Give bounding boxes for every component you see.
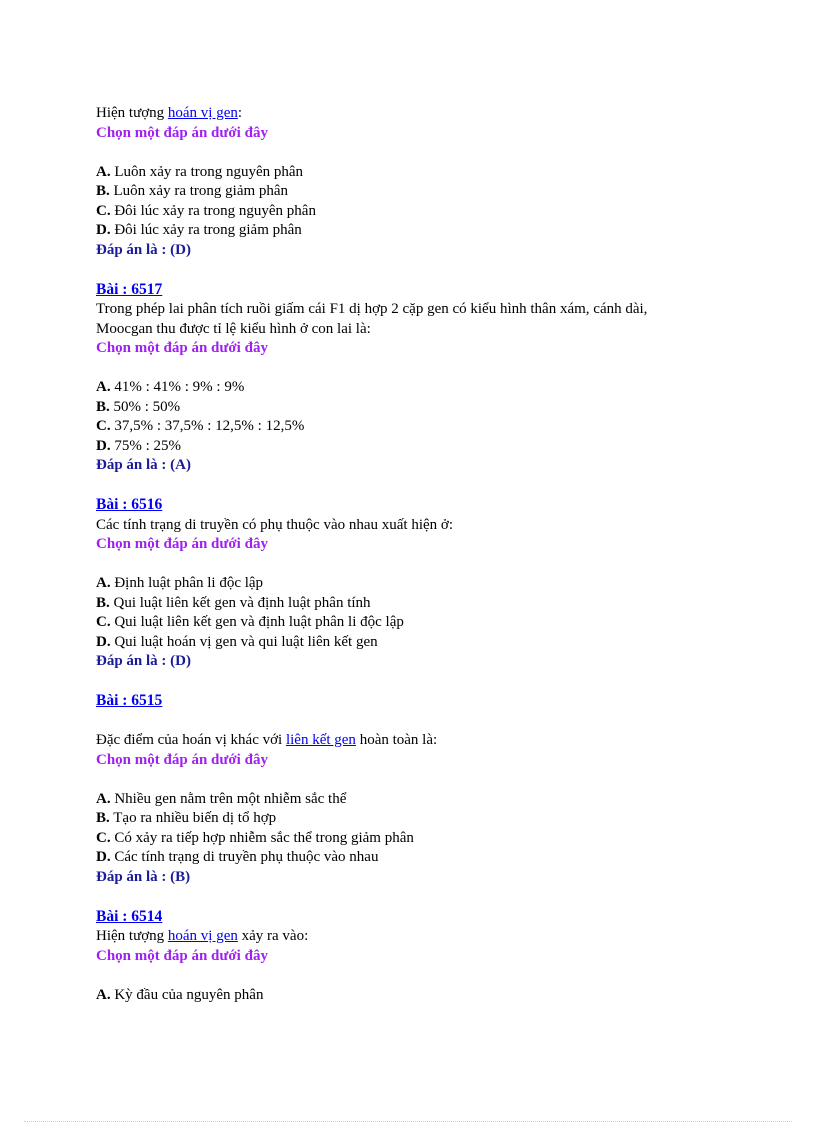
option-d [96,437,776,457]
option-text: Có xảy ra tiếp hợp nhiễm sắc thể trong giảm phân [110,829,414,846]
option-text: Qui luật liên kết gen và định luật phân tính [109,594,371,611]
question-text-part: Đặc điểm của hoán vị khác với [96,732,286,748]
option-text: Đôi lúc xảy ra trong nguyên phân [110,202,316,219]
option-d [96,633,776,653]
question-text-part: : [237,105,243,121]
question-text [96,731,776,751]
question-text-part: Hiện tượng [96,928,168,944]
option-text: 41% : 41% : 9% : 9% [110,379,245,395]
option-letter: A. [96,986,111,1003]
choose-answer-prompt: Chọn một đáp án dưới đây [96,536,268,552]
option-letter: A. [96,163,111,180]
option-letter: A. [96,790,111,807]
option-letter: A. [96,379,111,395]
question-text [96,927,776,947]
option-text: 50% : 50% [109,398,181,415]
question-text-part: Hiện tượng [96,105,168,121]
option-letter: B. [96,810,110,826]
option-text: Luôn xảy ra trong giảm phân [109,183,289,199]
answer-line: Đáp án là : (B) [96,868,191,885]
option-letter: B. [96,398,110,415]
option-b [96,398,776,418]
option-c [96,417,776,437]
choose-answer-prompt: Chọn một đáp án dưới đây [96,751,268,768]
option-text: Định luật phân li độc lập [110,575,264,591]
option-letter: D. [96,849,111,865]
option-text: Qui luật liên kết gen và định luật phân li độc lập [110,614,404,630]
option-letter: A. [96,575,111,591]
option-d [96,848,776,868]
option-letter: C. [96,418,111,434]
option-c [96,613,776,633]
option-d [96,221,776,241]
option-letter: D. [96,222,111,238]
option-text: Kỳ đầu của nguyên phân [110,986,264,1003]
option-letter: C. [96,202,111,219]
option-text: 75% : 25% [110,437,182,454]
question-text: Các tính trạng di truyền có phụ thuộc vào nhau xuất hiện ở: [96,516,454,533]
hoan-vi-gen-link[interactable]: hoán vị gen [167,105,238,121]
question-title-6516[interactable]: Bài : 6516 [96,496,163,513]
option-a [96,790,776,810]
option-c [96,829,776,849]
option-text: Tạo ra nhiều biến dị tổ hợp [109,810,277,826]
option-b [96,809,776,829]
option-text: 37,5% : 37,5% : 12,5% : 12,5% [110,418,305,434]
option-text: Nhiều gen nằm trên một nhiễm sắc thể [110,790,347,807]
option-a [96,163,776,183]
choose-answer-prompt: Chọn một đáp án dưới đây [96,947,268,964]
option-letter: B. [96,594,110,611]
question-text [96,104,776,124]
question-text: Trong phép lai phân tích ruồi giấm cái F1 dị hợp 2 cặp gen có kiểu hình thân xám, cánh dài, [96,301,648,317]
option-a [96,574,776,594]
question-title-6514[interactable]: Bài : 6514 [96,907,163,925]
answer-line: Đáp án là : (D) [96,653,192,669]
option-text: Luôn xảy ra trong nguyên phân [110,163,304,180]
option-letter: C. [96,614,111,630]
option-letter: D. [96,437,111,454]
question-text-part: hoàn toàn là: [355,732,438,748]
page-bottom-divider [24,1121,792,1122]
choose-answer-prompt: Chọn một đáp án dưới đây [96,340,268,356]
hoan-vi-gen-link[interactable]: hoán vị gen [167,928,238,944]
option-letter: D. [96,633,111,650]
choose-answer-prompt: Chọn một đáp án dưới đây [96,124,268,141]
option-c [96,202,776,222]
option-letter: B. [96,183,110,199]
option-a [96,378,776,398]
lien-ket-gen-link[interactable]: liên kết gen [285,732,356,748]
answer-line: Đáp án là : (D) [96,241,192,258]
question-title-6517[interactable]: Bài : 6517 [96,280,163,298]
option-a [96,986,776,1006]
question-text-part: xảy ra vào: [237,928,309,944]
option-text: Qui luật hoán vị gen và qui luật liên kết gen [110,633,378,650]
option-text: Đôi lúc xảy ra trong giảm phân [110,222,302,238]
answer-line: Đáp án là : (A) [96,457,192,473]
option-letter: C. [96,829,111,846]
document-page [96,104,776,1005]
option-b [96,182,776,202]
option-b [96,594,776,614]
question-text: Moocgan thu được tỉ lệ kiểu hình ở con lai là: [96,320,371,337]
option-text: Các tính trạng di truyền phụ thuộc vào nhau [110,849,379,865]
question-title-6515[interactable]: Bài : 6515 [96,692,163,709]
